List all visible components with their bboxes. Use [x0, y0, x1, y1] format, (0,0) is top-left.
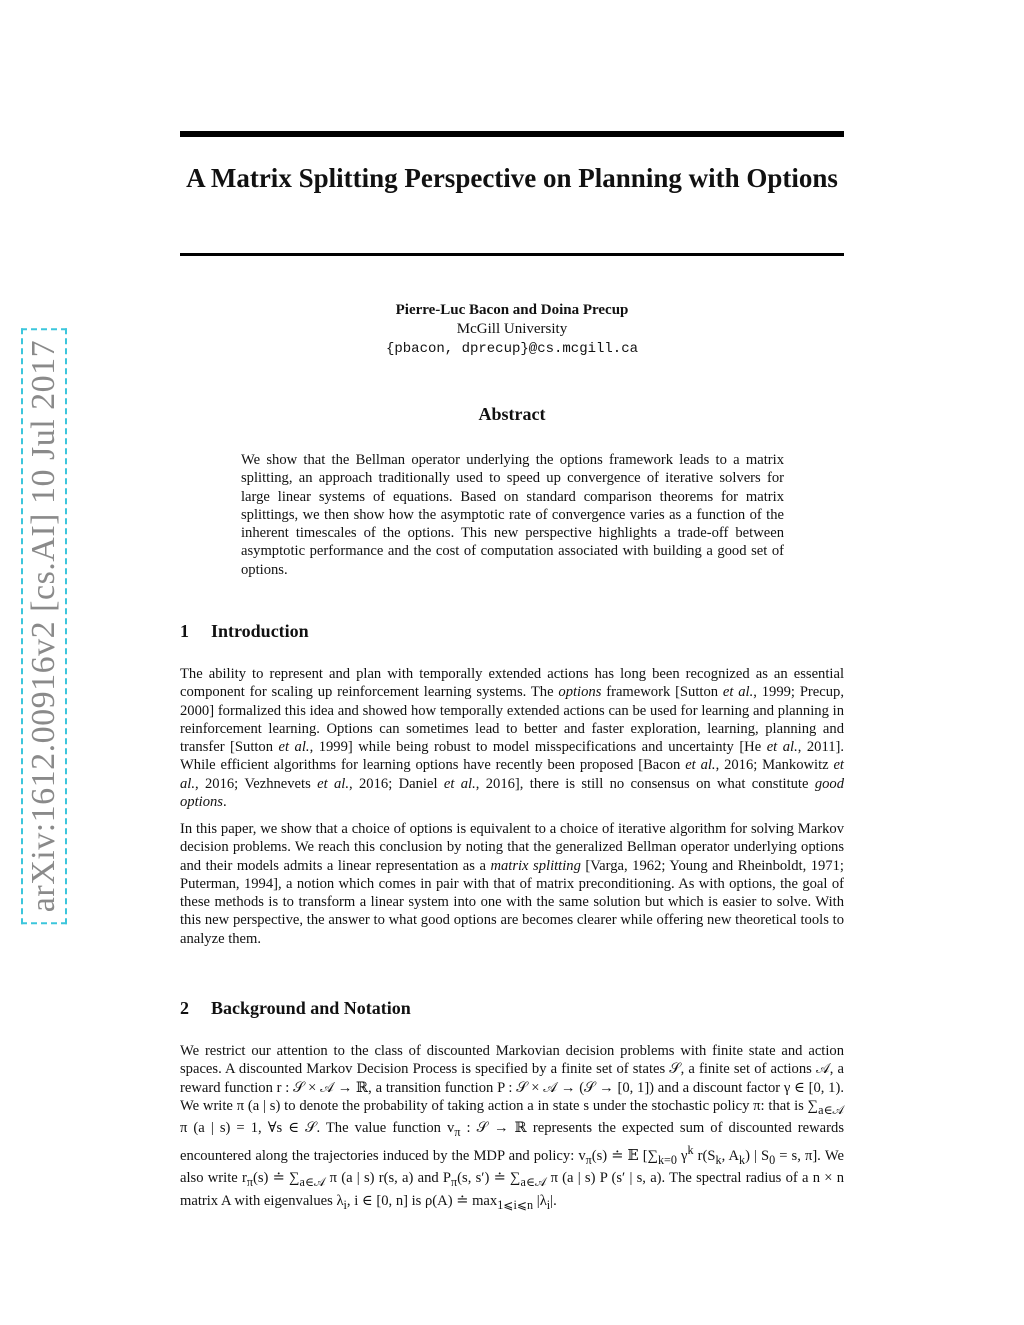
section-number: 1	[180, 621, 189, 641]
arxiv-identifier[interactable]: arXiv:1612.00916v2 [cs.AI] 10 Jul 2017	[21, 328, 67, 924]
background-paragraph-1: We restrict our attention to the class of discounted Markovian decision problems with finite state and action spaces. A discounted Markov Decision Process is specified by a finite set of states 𝒮, a finite set of actions 𝒜, a reward function r : 𝒮 × 𝒜 → ℝ, a transition function P : 𝒮 × 𝒜 → (𝒮 → [0, 1]) and a discount factor γ ∈ [0, 1). We write π (a | s) to denote the probability of taking action a in state s under the stochastic policy π: that is $\sum_{a\in 𝒜}$ π (a | s) = 1, ∀s ∈ 𝒮. The value function $v_\pi$ : 𝒮 → ℝ represents the expected sum of discounted rewards encountered along the trajectories induced by the MDP and policy: $v_\pi(s)$ ≐ 𝔼 [$\sum_{k=0}$ $\gamma^k$ $r(S_k$, $A_k$) | $S_0 = s$, π]. We also write $r_\pi(s)$ ≐ $\sum_{a\in 𝒜}$ π (a | s) r(s, a) and $P_\pi(s$, s′) ≐ $\sum_{a\in 𝒜}$ π (a | s) P (s′ | s, a). The spectral radius of a n × n matrix A with eigenvalues $\lambda_i$, i ∈ [0, n] is ρ(A) ≐ $\max_{1⩽i⩽n} |\lambda_i|$.	[180, 1043, 845, 1212]
author-block	[180, 300, 844, 359]
section-number: 2	[180, 998, 189, 1018]
author-email[interactable]: {pbacon, dprecup}@cs.mcgill.ca	[385, 341, 639, 357]
title-bottom-rule	[180, 253, 844, 256]
section-title: Introduction	[211, 621, 309, 641]
author-affiliation: McGill University	[456, 321, 568, 337]
abstract-body: We show that the Bellman operator underlying the options framework leads to a matrix splitting, an approach traditionally used to speed up convergence of iterative solvers for large linear systems of equations. Based on standard comparison theorems for matrix splittings, we then show how the asymptotic rate of convergence varies as a function of the inherent timescales of the options. This new perspective highlights a trade-off between asymptotic performance and the cost of computation associated with building a good set of options.	[241, 452, 784, 578]
title-top-rule	[180, 131, 844, 137]
section-heading-background	[180, 998, 411, 1019]
paper-title: A Matrix Splitting Perspective on Planning with Options	[186, 163, 838, 193]
arxiv-sidebar	[0, 0, 90, 1325]
author-names: Pierre-Luc Bacon and Doina Precup	[395, 302, 629, 318]
section-title: Background and Notation	[211, 998, 411, 1018]
section-heading-introduction	[180, 621, 309, 642]
intro-paragraph-2: In this paper, we show that a choice of options is equivalent to a choice of iterative algorithm for solving Markov decision problems. We reach this conclusion by noting that the generalized Bellman operator underlying options and their models admits a linear representation as a matrix splitting [Varga, 1962; Young and Rheinboldt, 1971; Puterman, 1994], a notion which comes in pair with that of matrix preconditioning. As with options, the goal of these methods is to transform a linear system into one with the same solution but which is easier to solve. With this new perspective, the answer to what good options are becomes clearer while offering new theoretical tools to analyze them.	[180, 821, 844, 947]
intro-paragraph-1: The ability to represent and plan with temporally extended actions has long been recognized as an essential component for scaling up reinforcement learning systems. The options framework [Sutton et al., 1999; Precup, 2000] formalized this idea and showed how temporally extended actions can be used for learning and planning in reinforcement learning. Options can sometimes lead to better and faster exploration, learning, planning and transfer [Sutton et al., 1999] while being robust to model misspecifications and uncertainty [He et al., 2011]. While efficient algorithms for learning options have recently been proposed [Bacon et al., 2016; Mankowitz et al., 2016; Vezhnevets et al., 2016; Daniel et al., 2016], there is still no consensus on what constitute good options.	[180, 666, 845, 811]
abstract-heading: Abstract	[478, 404, 546, 424]
